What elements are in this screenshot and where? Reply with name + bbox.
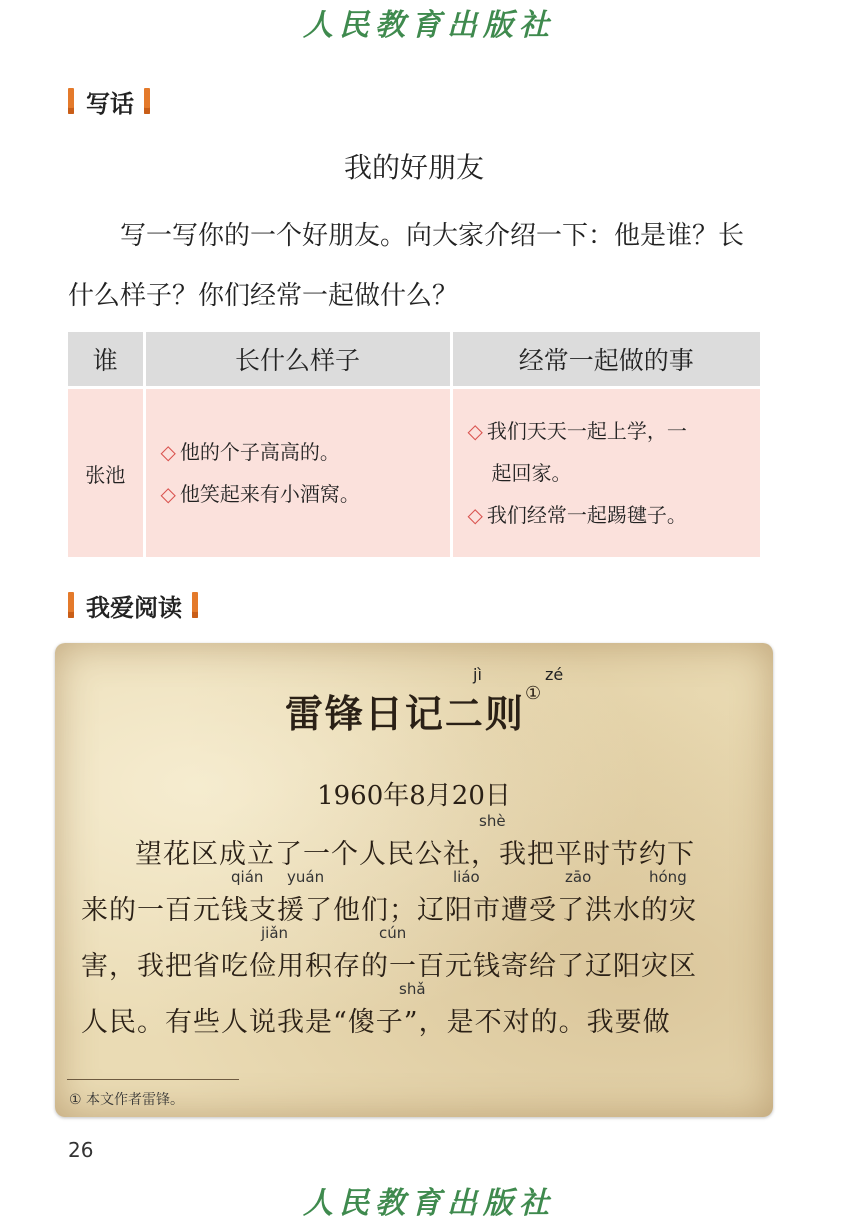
publisher-footer: 人民教育出版社: [303, 1186, 555, 1221]
list-item: ◇ 我们天天一起上学，一: [467, 419, 687, 443]
pinyin-annotation: hóng: [649, 868, 687, 886]
diary-date: 1960年8月20日: [317, 781, 511, 811]
cell-activities: [451, 388, 760, 558]
section-heading-reading: [68, 590, 198, 620]
cell-looks: [144, 388, 451, 558]
table-header: 经常一起做的事: [451, 332, 760, 388]
friend-table: [68, 332, 760, 557]
table-header: 谁: [68, 332, 144, 388]
pinyin-annotation: qián: [231, 868, 264, 886]
section-marker-left: [68, 592, 74, 618]
list-item: ◇ 他的个子高高的。: [160, 440, 340, 464]
section-heading-writing: [68, 86, 150, 116]
writing-title: 我的好朋友: [343, 151, 484, 184]
list-item: ◇ 我们经常一起踢毽子。: [467, 503, 687, 527]
diamond-bullet-icon: ◇: [467, 503, 483, 527]
pinyin-annotation: shǎ: [399, 980, 426, 998]
reading-title: 雷锋日记二则①: [284, 683, 544, 736]
publisher-header: 人民教育出版社: [303, 8, 555, 43]
text-line: 来的一百元钱支援了他们；辽阳市遭受了洪水的灾 qián yuán liáo zāo hóng: [81, 868, 697, 926]
footnote-mark: ①: [524, 683, 544, 704]
section-marker-right: [144, 88, 150, 114]
pinyin-ji: jì: [473, 665, 482, 684]
section-marker-left: [68, 88, 74, 114]
text-line: 望花区成立了一个人民公社，我把平时节约下 shè: [135, 812, 695, 870]
pinyin-annotation: liáo: [453, 868, 480, 886]
list-item-continued: 起回家。: [491, 461, 572, 485]
section-label: 写话: [86, 89, 134, 118]
pinyin-annotation: cún: [379, 924, 407, 942]
diamond-bullet-icon: ◇: [467, 419, 483, 443]
table-row: [68, 388, 760, 558]
table-header: 长什么样子: [144, 332, 451, 388]
diamond-bullet-icon: ◇: [160, 440, 176, 464]
footnote: ① 本文作者雷锋。: [69, 1092, 185, 1108]
reading-card: [55, 643, 773, 1117]
diamond-bullet-icon: ◇: [160, 482, 176, 506]
pinyin-annotation: zāo: [565, 868, 592, 886]
writing-prompt: 写一写你的一个好朋友。向大家介绍一下：他是谁？长什么样子？你们经常一起做什么？: [68, 221, 745, 311]
diary-body: [81, 812, 751, 1051]
pinyin-annotation: yuán: [287, 868, 325, 886]
cell-who: 张池: [68, 388, 144, 558]
table-header-row: [68, 332, 760, 388]
text-line: 害，我把省吃俭用积存的一百元钱寄给了辽阳灾区 jiǎn cún: [81, 924, 697, 982]
list-item: ◇ 他笑起来有小酒窝。: [160, 482, 360, 506]
footnote-divider: [67, 1079, 239, 1080]
text-line: 人民。有些人说我是“傻子”，是不对的。我要做 shǎ: [81, 980, 671, 1038]
pinyin-annotation: jiǎn: [261, 924, 289, 942]
section-marker-right: [192, 592, 198, 618]
section-label: 我爱阅读: [86, 593, 182, 622]
page-number: 26: [68, 1138, 94, 1162]
pinyin-ze: zé: [545, 665, 564, 684]
pinyin-annotation: shè: [479, 812, 506, 830]
